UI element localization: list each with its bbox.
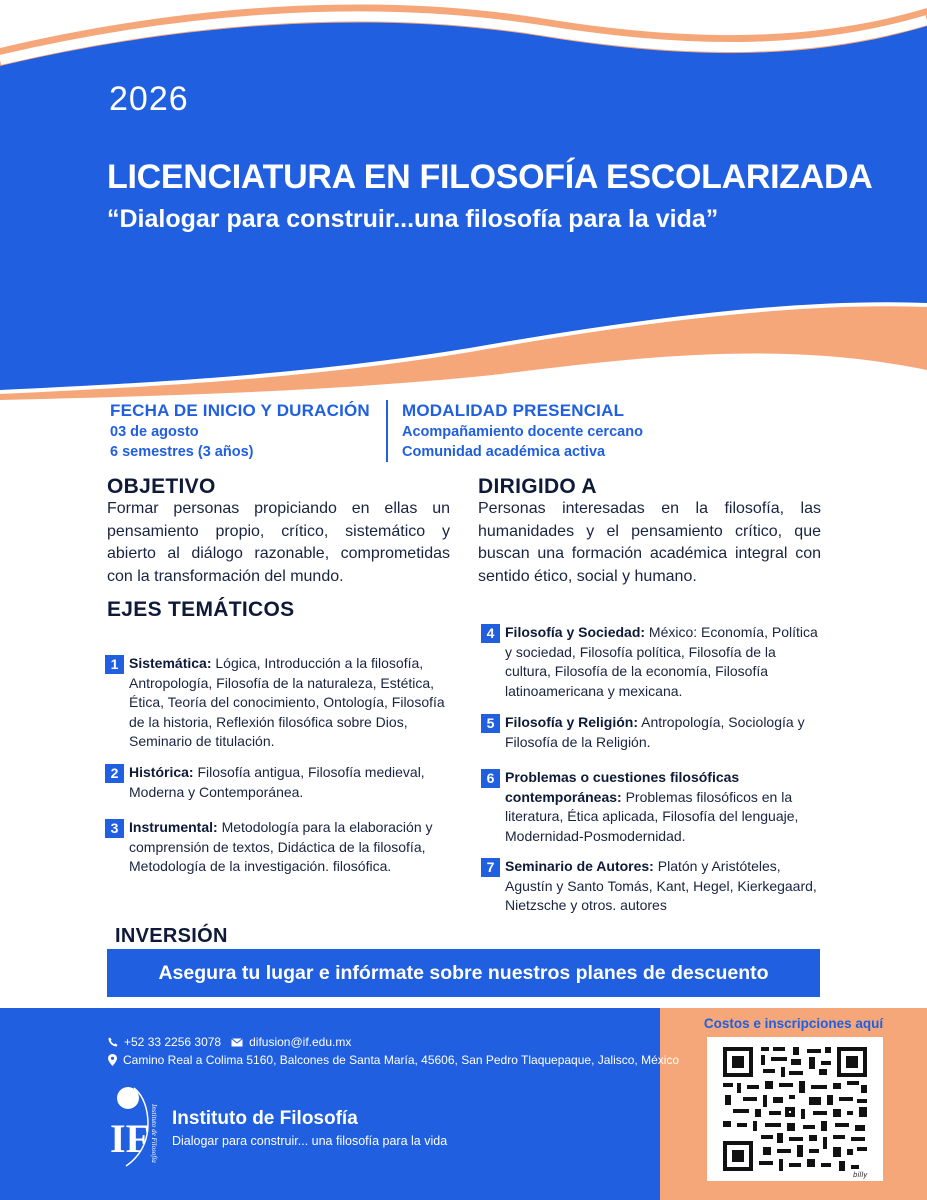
axis-number: 7 xyxy=(481,858,500,877)
address: Camino Real a Colima 5160, Balcones de Santa María, 45606, San Pedro Tlaquepaque, Jalisco, México xyxy=(123,1053,680,1067)
axis-description: Problemas filosóficos en la literatura, Ética aplicada, Filosofía del lenguaje, Modernidad-Posmodernidad. xyxy=(505,788,799,844)
axis-number: 5 xyxy=(481,714,500,733)
institute-tagline: Dialogar para construir... una filosofía para la vida xyxy=(172,1134,448,1148)
axis-description: Filosofía antigua, Filosofía medieval, Moderna y Contemporánea. xyxy=(129,764,425,800)
duration: 6 semestres (3 años) xyxy=(110,444,254,460)
axis-item-6 xyxy=(481,768,821,846)
hero-background xyxy=(0,0,927,400)
contact-address xyxy=(108,1053,679,1067)
axis-item-2 xyxy=(105,763,450,802)
info-divider xyxy=(386,400,388,462)
institute-name: Instituto de Filosofía xyxy=(172,1108,358,1129)
axis-item-4 xyxy=(481,623,821,701)
axis-name: Filosofía y Religión: xyxy=(505,714,639,730)
axis-number: 3 xyxy=(105,819,124,838)
axis-description: Antropología, Sociología y Filosofía de la Religión. xyxy=(505,714,805,750)
modality-line-1: Acompañamiento docente cercano xyxy=(402,424,643,440)
phone-number[interactable]: +52 33 2256 3078 xyxy=(124,1035,222,1049)
discount-cta-banner[interactable]: Asegura tu lugar e infórmate sobre nuestros planes de descuento xyxy=(107,949,820,997)
program-slogan: “Dialogar para construir...una filosofía para la vida” xyxy=(107,205,719,233)
axis-name: Histórica: xyxy=(129,764,194,780)
start-date-info xyxy=(110,400,370,462)
axis-item-5 xyxy=(481,713,821,752)
objective-title: OBJETIVO xyxy=(107,475,216,498)
start-date: 03 de agosto xyxy=(110,424,199,440)
axis-number: 4 xyxy=(481,624,500,643)
start-heading: FECHA DE INICIO Y DURACIÓN xyxy=(110,401,370,420)
axis-item-1 xyxy=(105,654,450,752)
axis-description: Platón y Aristóteles, Agustín y Santo Tomás, Kant, Hegel, Kierkegaard, Nietzsche y otros. autores xyxy=(505,858,817,913)
axis-name: Filosofía y Sociedad: xyxy=(505,624,646,640)
contact-phone xyxy=(108,1035,351,1049)
phone-icon xyxy=(108,1037,118,1047)
qr-code-icon[interactable] xyxy=(707,1037,883,1181)
axis-number: 1 xyxy=(105,655,124,674)
modality-heading: MODALIDAD PRESENCIAL xyxy=(402,401,625,420)
logo-ring-text: Instituto de Filosofía xyxy=(150,1104,158,1163)
axis-item-7 xyxy=(481,857,821,916)
program-title: LICENCIATURA EN FILOSOFÍA ESCOLARIZADA xyxy=(107,158,873,196)
axis-number: 6 xyxy=(481,769,500,788)
qr-label: Costos e inscripciones aquí xyxy=(703,1016,884,1031)
investment-title: INVERSIÓN xyxy=(115,925,228,947)
axis-name: Instrumental: xyxy=(129,819,218,835)
mail-icon xyxy=(231,1038,243,1047)
axis-number: 2 xyxy=(105,764,124,783)
institute-logo-icon xyxy=(104,1084,168,1172)
axis-description: México: Economía, Política y sociedad, Filosofía política, Filosofía de la cultura, Filosofía de la economía, Filosofía latinoamericana y mexicana. xyxy=(505,624,818,699)
axis-name: Seminario de Autores: xyxy=(505,858,654,874)
axis-description: Metodología para la elaboración y comprensión de textos, Didáctica de la filosofía, Metodología de la investigación. filosófica. xyxy=(129,819,433,874)
objective-text: Formar personas propiciando en ellas un pensamiento propio, crítico, sistemático y abierto al diálogo razonable, comprometidas con la transformación del mundo. xyxy=(107,500,450,585)
axis-item-3 xyxy=(105,818,450,877)
modality-line-2: Comunidad académica activa xyxy=(402,444,606,460)
logo-letters: IF xyxy=(110,1116,150,1161)
audience-text: Personas interesadas en la filosofía, las humanidades y el pensamiento crítico, que buscan una formación académica integral con sentido ético, social y humano. xyxy=(478,500,821,585)
email-address[interactable]: difusion@if.edu.mx xyxy=(249,1035,352,1049)
axis-description: Lógica, Introducción a la filosofía, Antropología, Filosofía de la naturaleza, Estética, Ética, Teoría del conocimiento, Ontología, Filosofía de la historia, Reflexión filosófica sobre Dios, Seminario de titulación. xyxy=(129,655,445,749)
axes-title: EJES TEMÁTICOS xyxy=(107,598,295,621)
qr-signature: billy xyxy=(853,1171,868,1179)
axis-name: Sistemática: xyxy=(129,655,212,671)
qr-code-graphic xyxy=(707,1037,883,1181)
axis-name: Problemas o cuestiones filosóficas contemporáneas: xyxy=(505,769,740,805)
program-year: 2026 xyxy=(109,80,189,118)
modality-info xyxy=(402,400,643,462)
location-pin-icon xyxy=(108,1054,117,1066)
audience-title: DIRIGIDO A xyxy=(478,475,597,498)
